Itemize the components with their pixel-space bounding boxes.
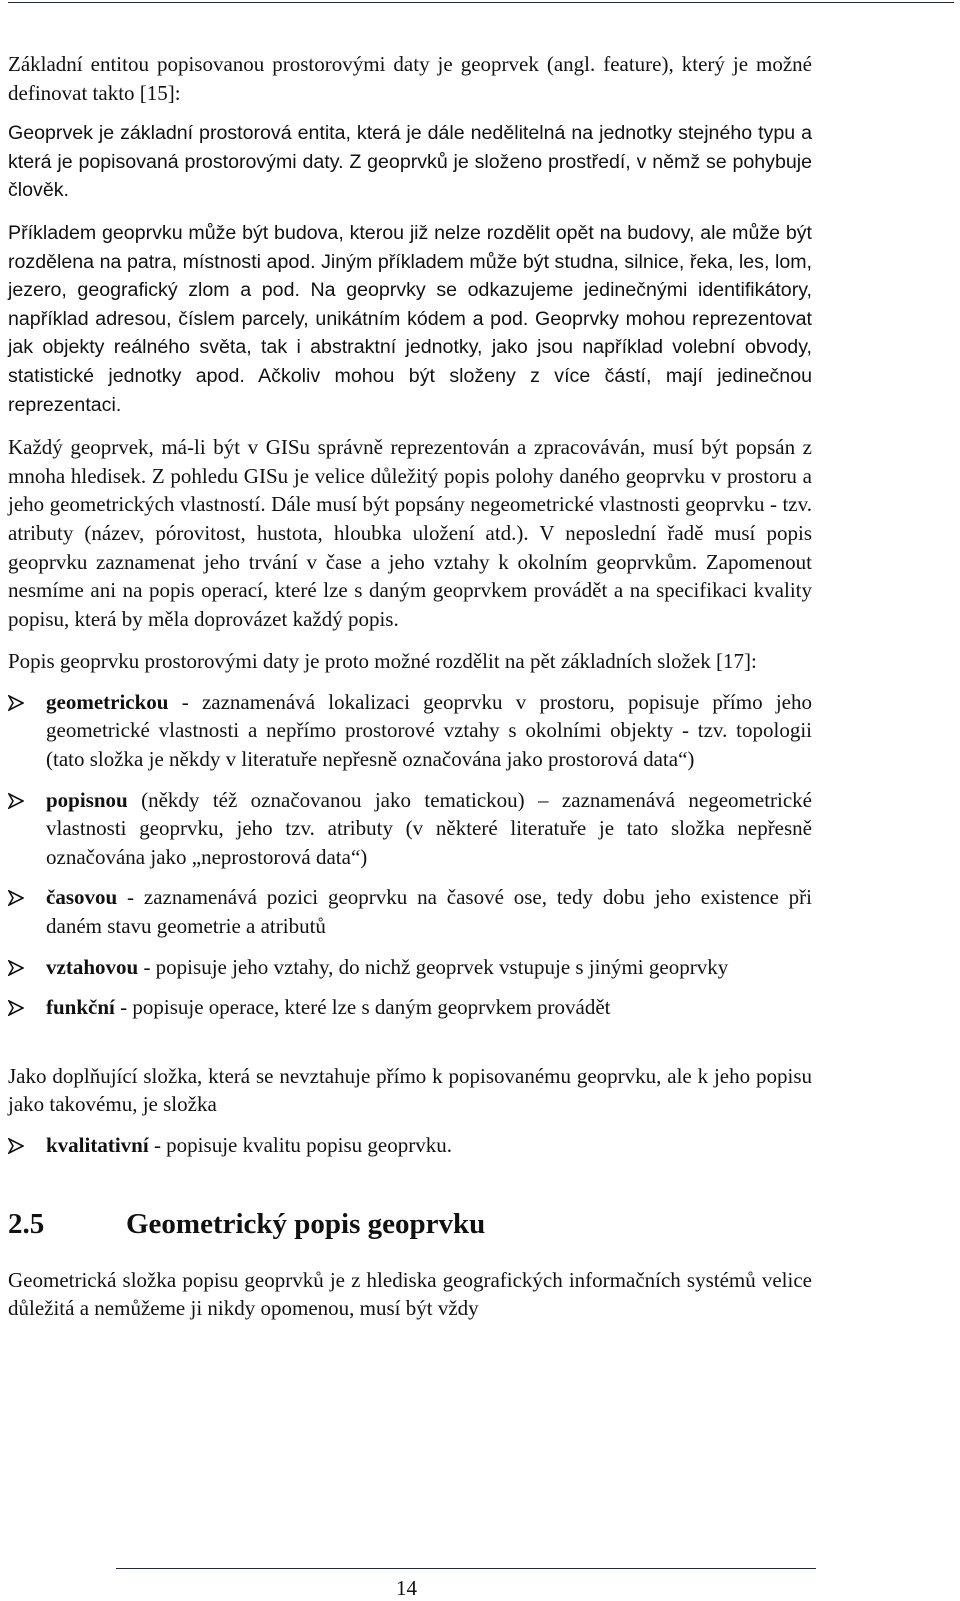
footer-rule — [116, 1568, 816, 1569]
component-term: funkční — [46, 995, 115, 1020]
section-heading — [8, 1206, 812, 1242]
component-term: časovou — [46, 885, 118, 910]
supplementary-paragraph: Jako doplňující složka, která se nevztahuje přímo k popisovanému geoprvku, ale k jeho popisu jako takovému, je složka — [8, 1063, 812, 1117]
description-paragraph: Každý geoprvek, má-li být v GISu správně reprezentován a zpracováván, musí být popsán z mnoha hledisek. Z pohledu GISu je velice důležitý popis polohy daného geoprvku v prostoru a jeho geometrických vlastností. Dále musí být popsány negeometrické vlastnosti geoprvku - tzv. atributy (název, pórovitost, hustota, hloubka uložení atd.). V neposlední řadě musí popis geoprvku zaznamenat jeho trvání v čase a jeho vztahy k okolním geoprvkům. Zapomenout nesmíme ani na popis operací, které lze s daným geoprvkem provádět a na specifikaci kvality popisu, která by měla doprovázet každý popis. — [8, 435, 812, 631]
document-page — [8, 50, 812, 1323]
component-text: - popisuje jeho vztahy, do nichž geoprvek vstupuje s jinými geoprvky — [138, 954, 729, 979]
component-text: - popisuje kvalitu popisu geoprvku. — [148, 1133, 452, 1157]
component-term: popisnou — [46, 787, 128, 812]
component-term: vztahovou — [46, 954, 139, 979]
arrow-bullet-icon — [8, 960, 24, 976]
list-item — [8, 953, 812, 982]
intro-paragraph: Základní entitou popisovanou prostorovými daty je geoprvek (angl. feature), který je možné definovat takto [15]: — [8, 52, 812, 105]
arrow-bullet-icon — [8, 890, 24, 906]
arrow-bullet-icon — [8, 1000, 24, 1016]
component-term: kvalitativní — [46, 1133, 149, 1157]
list-item — [8, 786, 812, 872]
component-term: geometrickou — [46, 689, 169, 714]
arrow-bullet-icon — [8, 695, 24, 711]
section-paragraph: Geometrická složka popisu geoprvků je z hlediska geografických informačních systémů velice důležitá a nemůžeme ji nikdy opomenou, musí být vždy — [8, 1267, 812, 1321]
supplementary-list — [8, 1131, 812, 1160]
component-text: (někdy též označovanou jako tematickou) – zaznamenává negeometrické vlastnosti geoprvku, jeho tzv. atributy (v některé literatuře je tato složka nepřesně označována jako „neprostorová data“) — [46, 787, 812, 869]
page-number: 14 — [396, 1576, 417, 1600]
definition-paragraph: Geoprvek je základní prostorová entita, která je dále nedělitelná na jednotky stejného typu a která je popisovaná prostorovými daty. Z geoprvků je složeno prostředí, v němž se pohybuje člověk. — [8, 122, 812, 202]
arrow-bullet-icon — [8, 1138, 24, 1154]
section-title: Geometrický popis geoprvku — [126, 1207, 486, 1240]
components-intro-paragraph: Popis geoprvku prostorovými daty je proto možné rozdělit na pět základních složek [17]: — [8, 649, 757, 674]
list-item — [8, 1131, 812, 1160]
example-paragraph: Příkladem geoprvku může být budova, kterou již nelze rozdělit opět na budovy, ale může být rozdělena na patra, místnosti apod. Jiným příkladem může být studna, silnice, řeka, les, lom, jezero, geografický zlom a pod. Na geoprvky se odkazujeme jedinečnými identifikátory, například adresou, číslem parcely, unikátním kódem a pod. Geoprvky mohou reprezentovat jak objekty reálného světa, tak i abstraktní jednotky, jako jsou například volební obvody, statistické jednotky apod. Ačkoliv mohou být složeny z více částí, mají jedinečnou reprezentaci. — [8, 221, 812, 416]
component-text: - zaznamenává lokalizaci geoprvku v prostoru, popisuje přímo jeho geometrické vlastnosti a nepřímo prostorové vztahy s okolními objekty - tzv. topologii (tato složka je někdy v literatuře nepřesně označována jako prostorová data“) — [46, 689, 812, 772]
component-text: - popisuje operace, které lze s daným geoprvkem provádět — [114, 995, 611, 1020]
section-number: 2.5 — [8, 1207, 45, 1240]
list-item — [8, 688, 812, 774]
header-rule — [8, 2, 954, 3]
components-list — [8, 688, 812, 1022]
arrow-bullet-icon — [8, 793, 24, 809]
list-item — [8, 883, 812, 940]
list-item — [8, 993, 812, 1022]
component-text: - zaznamenává pozici geoprvku na časové ose, tedy dobu jeho existence při daném stavu geometrie a atributů — [46, 885, 812, 939]
